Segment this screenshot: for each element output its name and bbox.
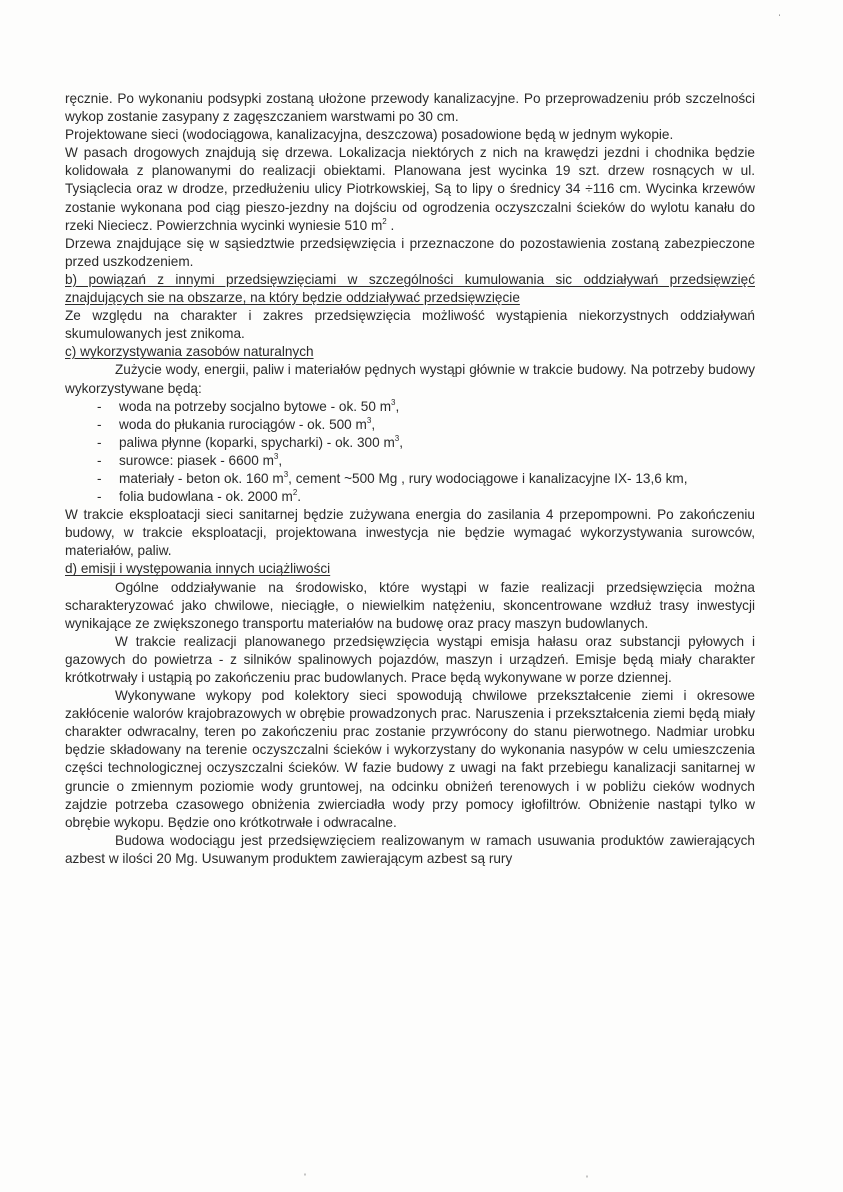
scan-speck: ˌ: [585, 1164, 589, 1178]
list-item: - woda do płukania rurociągów - ok. 500 $m^3$,: [97, 415, 376, 432]
scan-speck: ˌ: [303, 1162, 307, 1176]
paragraph-excavation: ręcznie. Po wykonaniu podsypki zostaną ułożone przewody kanalizacyjne. Po przeprowadzeniu prób szczelności wykop zostanie zasypany z zagęszczaniem warstwami po 30 cm.: [65, 91, 755, 125]
document-page: [65, 90, 755, 868]
section-heading-b: b) powiązań z innymi przedsięwzięciami w szczególności kumulowania sic oddziaływań przedsięwzięć znajdujących sie na obszarze, na który będzie oddziaływać przedsięwzięcie: [65, 271, 755, 306]
paragraph-asbestos: Budowa wodociągu jest przedsięwzięciem realizowanym w ramach usuwania produktów zawierających azbest w ilości 20 Mg. Usuwanym produktem zawierającym azbest są rury: [65, 832, 755, 866]
section-heading-c: c) wykorzystywania zasobów naturalnych: [65, 344, 314, 360]
paragraph-operation-energy: W trakcie eksploatacji sieci sanitarnej będzie zużywana energia do zasilania 4 przepompowni. Po zakończeniu budowy, w trakcie eksploatacji, projektowana inwestycja nie będzie wymagać wykorzystywania surowców, materiałów, paliw.: [65, 507, 755, 559]
resources-list: [65, 398, 755, 507]
list-item: - folia budowlana - ok. 2000 $m^2$.: [97, 488, 302, 505]
list-item: - paliwa płynne (koparki, spycharki) - ok. 300 $m^3$,: [97, 433, 403, 450]
paragraph-tree-protection: Drzewa znajdujące się w sąsiedztwie przedsięwzięcia i przeznaczone do pozostawienia zostaną zabezpieczone przed uszkodzeniem.: [65, 235, 755, 269]
scan-speck: ˈ: [778, 14, 782, 25]
paragraph-emissions: W trakcie realizacji planowanego przedsięwzięcia wystąpi emisja hałasu oraz substancji pyłowych i gazowych do powietrza - z silników spalinowych pojazdów, maszyn i urządzeń. Emisje będą miały charakter krótkotrwały i ustąpią po zakończeniu prac budowlanych. Prace będą wykonywane w porze dziennej.: [65, 633, 755, 685]
list-item: - materiały - beton ok. 160 $m^3$, cement ~500 Mg , rury wodociągowe i kanalizacyjne IX- 13,6 km,: [97, 469, 688, 486]
list-item: - surowce: piasek - 6600 $m^3$,: [97, 451, 283, 468]
paragraph-trees: W pasach drogowych znajdują się drzewa. Lokalizacja niektórych z nich na krawędzi jezdni i chodnika będzie kolidowała z planowanymi do realizacji obiektami. Planowana jest wycinka 19 szt. drzew rosnących w ul. Tysiąclecia oraz w drodze, przedłużeniu ulicy Piotrkowskiej, Są to lipy o średnicy 34 ÷116 cm. Wycinka krzewów zostanie wykonana pod ciąg pieszo-jezdny na dojściu od ogrodzenia oczyszczalni ścieków do wylotu kanału do rzeki Nieciecz. Powierzchnia wycinki wyniesie 510 $m^2$ .: [65, 145, 755, 233]
paragraph-excavations: Wykonywane wykopy pod kolektory sieci spowodują chwilowe przekształcenie ziemi i okresowe zakłócenie walorów krajobrazowych w obrębie prowadzonych prac. Naruszenia i przekształcenia ziemi będą miały charakter odwracalny, teren po zakończeniu prac zostanie przywrócony do stanu pierwotnego. Nadmiar urobku będzie składowany na terenie oczyszczalni ścieków i wykorzystany do wykonania nasypów w celu umieszczenia części technologicznej oczyszczalni ścieków. W fazie budowy z uwagi na fakt przebiegu kanalizacji sanitarnej w gruncie o zmiennym poziomie wody gruntowej, na odcinku obniżeń terenowych i w pobliżu cieków wodnych zajdzie potrzeba czasowego obniżenia zwierciadła wody przy pomocy igłofiltrów. Obniżenie nastąpi tylko w obrębie wykopu. Będzie ono krótkotrwałe i odwracalne.: [65, 688, 755, 830]
paragraph-cumulative: Ze względu na charakter i zakres przedsięwzięcia możliwość wystąpienia niekorzystnych oddziaływań skumulowanych jest znikoma.: [65, 308, 755, 342]
paragraph-consumption: Zużycie wody, energii, paliw i materiałów pędnych wystąpi głównie w trakcie budowy. Na potrzeby budowy wykorzystywane będą:: [65, 362, 755, 396]
section-heading-d: d) emisji i występowania innych uciążliwości: [65, 561, 331, 577]
paragraph-networks: Projektowane sieci (wodociągowa, kanalizacyjna, deszczowa) posadowione będą w jednym wykopie.: [65, 127, 674, 143]
paragraph-general-impact: Ogólne oddziaływanie na środowisko, które wystąpi w fazie realizacji przedsięwzięcia można scharakteryzować jako chwilowe, nieciągłe, o niewielkim natężeniu, skoncentrowane wzdłuż trasy inwestycji wynikające ze zwiększonego transportu materiałów na budowę oraz pracy maszyn budowlanych.: [65, 579, 755, 631]
list-item: - woda na potrzeby socjalno bytowe - ok. 50 $m^3$,: [97, 397, 400, 414]
